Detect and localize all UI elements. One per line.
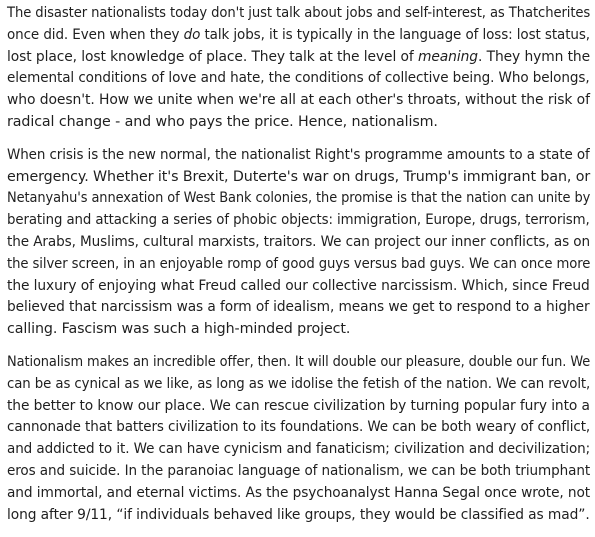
text-segment: and addicted to it. We can have cynicism and fanaticism; civilization and decivilization; [7, 441, 591, 458]
text-segment: the luxury of enjoying what Freud called our collective narcissism. Which, since Freud [7, 277, 590, 294]
text-segment: radical change - and who pays the price. Hence, nationalism. [7, 113, 438, 130]
paragraph-2 [7, 145, 592, 341]
text-segment: Netanyahu's annexation of West Bank colonies, the promise is that the nation can unite by [7, 190, 591, 207]
text-segment: talk jobs, it is typically in the language of loss: lost status, [200, 26, 590, 43]
text-line [7, 25, 590, 47]
text-segment: the Arabs, Muslims, cultural marxists, traitors. We can project our inner conflicts, as on [7, 233, 590, 250]
text-segment: the silver screen, in an enjoyable romp of good guys versus bad guys. We can once more [7, 255, 591, 272]
text-segment: elemental conditions of love and hate, the conditions of collective being. Who belongs, [7, 70, 590, 87]
text-segment: eros and suicide. In the paranoiac language of nationalism, we can be both triumphant [7, 462, 591, 479]
text-line [7, 232, 590, 254]
text-line [7, 210, 590, 232]
text-line [7, 276, 590, 298]
text-line [7, 90, 590, 112]
text-segment: cannonade that batters civilization to its foundations. We can be both weary of conflict, [7, 419, 591, 436]
article-body [7, 3, 592, 537]
text-segment: who doesn't. How we unite when we're all at each other's throats, without the risk of [7, 92, 590, 109]
text-line [7, 461, 591, 483]
paragraph-3 [7, 352, 592, 526]
text-line [7, 188, 591, 210]
emphasized-text: do [183, 26, 201, 43]
text-line [7, 439, 591, 461]
text-segment: believed that narcissism was a form of idealism, means we get to respond to a higher [7, 299, 590, 316]
text-segment: berating and attacking a series of phobic objects: immigration, Europe, drugs, terrorism, [7, 212, 590, 229]
text-line [7, 396, 590, 418]
text-line [7, 112, 590, 134]
text-line [7, 505, 590, 527]
text-segment: long after 9/11, “if individuals behaved like groups, they would be classified as mad”. [7, 506, 590, 523]
text-line [7, 68, 590, 90]
paragraph-1 [7, 3, 592, 134]
text-segment: calling. Fascism was such a high-minded project. [7, 321, 351, 338]
text-segment: once did. Even when they [7, 26, 184, 43]
text-line [7, 374, 591, 396]
text-line [7, 483, 591, 505]
text-segment: emergency. Whether it's Brexit, Duterte's war on drugs, Trump's immigrant ban, or [7, 168, 591, 185]
text-segment: The disaster nationalists today don't just talk about jobs and self-interest, as Thatcherites [7, 5, 591, 21]
text-line [7, 319, 590, 341]
text-segment: lost place, lost knowledge of place. They talk at the level of [7, 48, 418, 65]
text-line [7, 254, 591, 276]
text-line [7, 297, 590, 319]
text-line [7, 417, 591, 439]
text-segment: can be as cynical as we like, as long as we idolise the fetish of the nation. We can revolt, [7, 375, 591, 392]
text-segment: the better to know our place. We can rescue civilization by turning popular fury into a [7, 397, 590, 414]
text-segment: Nationalism makes an incredible offer, then. It will double our pleasure, double our fun. We [7, 353, 591, 370]
text-line [7, 352, 591, 374]
emphasized-text: meaning [417, 48, 478, 65]
text-line [7, 167, 590, 189]
text-segment: and immortal, and eternal victims. As the psychoanalyst Hanna Segal once wrote, not [7, 484, 591, 501]
text-segment: When crisis is the new normal, the nationalist Right's programme amounts to a state of [7, 146, 590, 163]
text-line [7, 3, 591, 25]
text-line [7, 145, 590, 167]
text-segment: . They hymn the [477, 48, 591, 65]
text-line [7, 47, 591, 69]
